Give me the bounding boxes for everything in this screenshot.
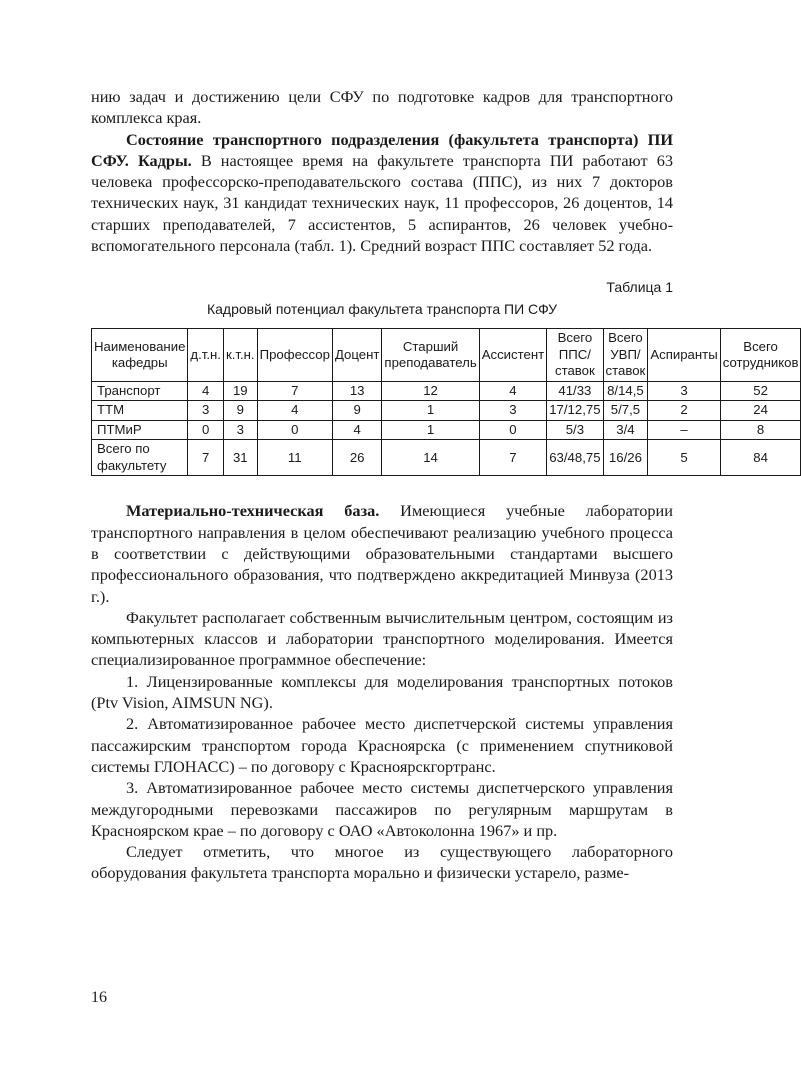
- table-cell: 5: [648, 440, 720, 476]
- table-cell: 8: [720, 420, 801, 440]
- table-cell: 7: [188, 440, 224, 476]
- table-cell: Всего по факультету: [92, 440, 188, 476]
- paragraph-equipment: Следует отметить, что многое из существующего лабораторного оборудования факультета транспорта морально и физически устарело, разме-: [91, 842, 673, 883]
- table-cell: 52: [720, 381, 801, 401]
- table-cell: 1: [382, 420, 479, 440]
- table-cell: 5/3: [547, 420, 603, 440]
- table-cell: 0: [257, 420, 332, 440]
- table-row: [92, 401, 801, 421]
- table-cell: 3/4: [603, 420, 648, 440]
- table-cell: 7: [257, 381, 332, 401]
- table-cell: 0: [188, 420, 224, 440]
- table-cell: Транспорт: [92, 381, 188, 401]
- table-cell: 11: [257, 440, 332, 476]
- header-cell: Всего УВП/ ставок: [603, 329, 648, 382]
- table-cell: 26: [332, 440, 381, 476]
- table-cell: 12: [382, 381, 479, 401]
- table-cell: 4: [188, 381, 224, 401]
- paragraph-material-base-text: Имеющиеся учебные лаборатории транспортного направления в целом обеспечивают реализацию учебного процесса в соответствии с действующими образовательными стандартами высшего профессионального образования, что подтверждено аккредитацией Минвуза (2013 г.).: [91, 501, 673, 606]
- section-heading-material-base: Материально-техническая база.: [126, 501, 380, 521]
- table-cell: 0: [479, 420, 547, 440]
- list-item: 1. Лицензированные комплексы для моделирования транспортных потоков (Ptv Vision, AIMSUN NG).: [91, 671, 673, 713]
- table-cell: 4: [332, 420, 381, 440]
- header-cell: Аспиранты: [648, 329, 720, 382]
- header-cell: Старший преподаватель: [382, 329, 479, 382]
- table-cell: 3: [648, 381, 720, 401]
- table-number: Таблица 1: [606, 279, 673, 296]
- paragraph-staff: [91, 129, 673, 257]
- header-cell: Всего ППС/ ставок: [547, 329, 603, 382]
- header-cell: Профессор: [257, 329, 332, 382]
- table-cell: 5/7,5: [603, 401, 648, 421]
- table-cell: 41/33: [547, 381, 603, 401]
- page-number: 16: [91, 989, 107, 1006]
- table-cell: ПТМиР: [92, 420, 188, 440]
- table-row-total: [92, 440, 801, 476]
- header-cell: д.т.н.: [188, 329, 224, 382]
- table-cell: –: [648, 420, 720, 440]
- paragraph-intro: нию задач и достижению цели СФУ по подготовке кадров для транспортного комплекса края.: [91, 87, 673, 128]
- table-cell: 14: [382, 440, 479, 476]
- table-cell: 4: [257, 401, 332, 421]
- table-cell: 7: [479, 440, 547, 476]
- table-cell: 19: [223, 381, 257, 401]
- section-heading-staff: Состояние транспортного подразделения (факультета транспорта) ПИ СФУ. Кадры.: [91, 129, 673, 170]
- table-cell: 17/12,75: [547, 401, 603, 421]
- table-cell: 63/48,75: [547, 440, 603, 476]
- list-item: 3. Автоматизированное рабочее место системы диспетчерского управления междугородными перевозками пассажиров по регулярным маршрутам в Красноярском крае – по договору с ОАО «Автоколонна 1967» и пр.: [91, 778, 673, 840]
- table-cell: 2: [648, 401, 720, 421]
- document-page: [91, 86, 799, 884]
- table-cell: 3: [188, 401, 224, 421]
- table-cell: 3: [223, 420, 257, 440]
- list-item: 2. Автоматизированное рабочее место диспетчерской системы управления пассажирским транспортом города Красноярска (с применением спутниковой системы ГЛОНАСС) – по договору с Красноярскгортранс.: [91, 714, 673, 776]
- table-cell: 4: [479, 381, 547, 401]
- table-cell: 24: [720, 401, 801, 421]
- table-cell: 84: [720, 440, 801, 476]
- table-cell: 1: [382, 401, 479, 421]
- table-row: [92, 420, 801, 440]
- table-cell: 9: [223, 401, 257, 421]
- table-cell: 8/14,5: [603, 381, 648, 401]
- header-cell: Наименование кафедры: [92, 329, 188, 382]
- table-cell: 13: [332, 381, 381, 401]
- table-caption: Кадровый потенциал факультета транспорта ПИ СФУ: [206, 301, 558, 318]
- table-cell: 9: [332, 401, 381, 421]
- table-row: [92, 381, 801, 401]
- table-cell: ТТМ: [92, 401, 188, 421]
- paragraph-computing-center: Факультет располагает собственным вычислительным центром, состоящим из компьютерных классов и лаборатории транспортного моделирования. Имеется специализированное программное обеспечение:: [91, 607, 673, 670]
- header-cell: Доцент: [332, 329, 381, 382]
- header-cell: к.т.н.: [223, 329, 257, 382]
- header-cell: Всего сотрудников: [720, 329, 801, 382]
- table-cell: 31: [223, 440, 257, 476]
- paragraph-staff-text: В настоящее время на факультете транспорта ПИ работают 63 человека профессорско-преподавательского состава (ППС), из них 7 докторов технических наук, 31 кандидат технических наук, 11 профессоров, 26 доцентов, 14 старших преподавателей, 7 ассистентов, 5 аспирантов, 26 человек учебно-вспомогательного персонала (табл. 1). Средний возраст ППС составляет 52 года.: [91, 150, 673, 256]
- table-header-row: [92, 329, 801, 382]
- header-cell: Ассистент: [479, 329, 547, 382]
- paragraph-material-base: [91, 500, 673, 606]
- staff-table: [91, 328, 801, 476]
- table-cell: 16/26: [603, 440, 648, 476]
- table-cell: 3: [479, 401, 547, 421]
